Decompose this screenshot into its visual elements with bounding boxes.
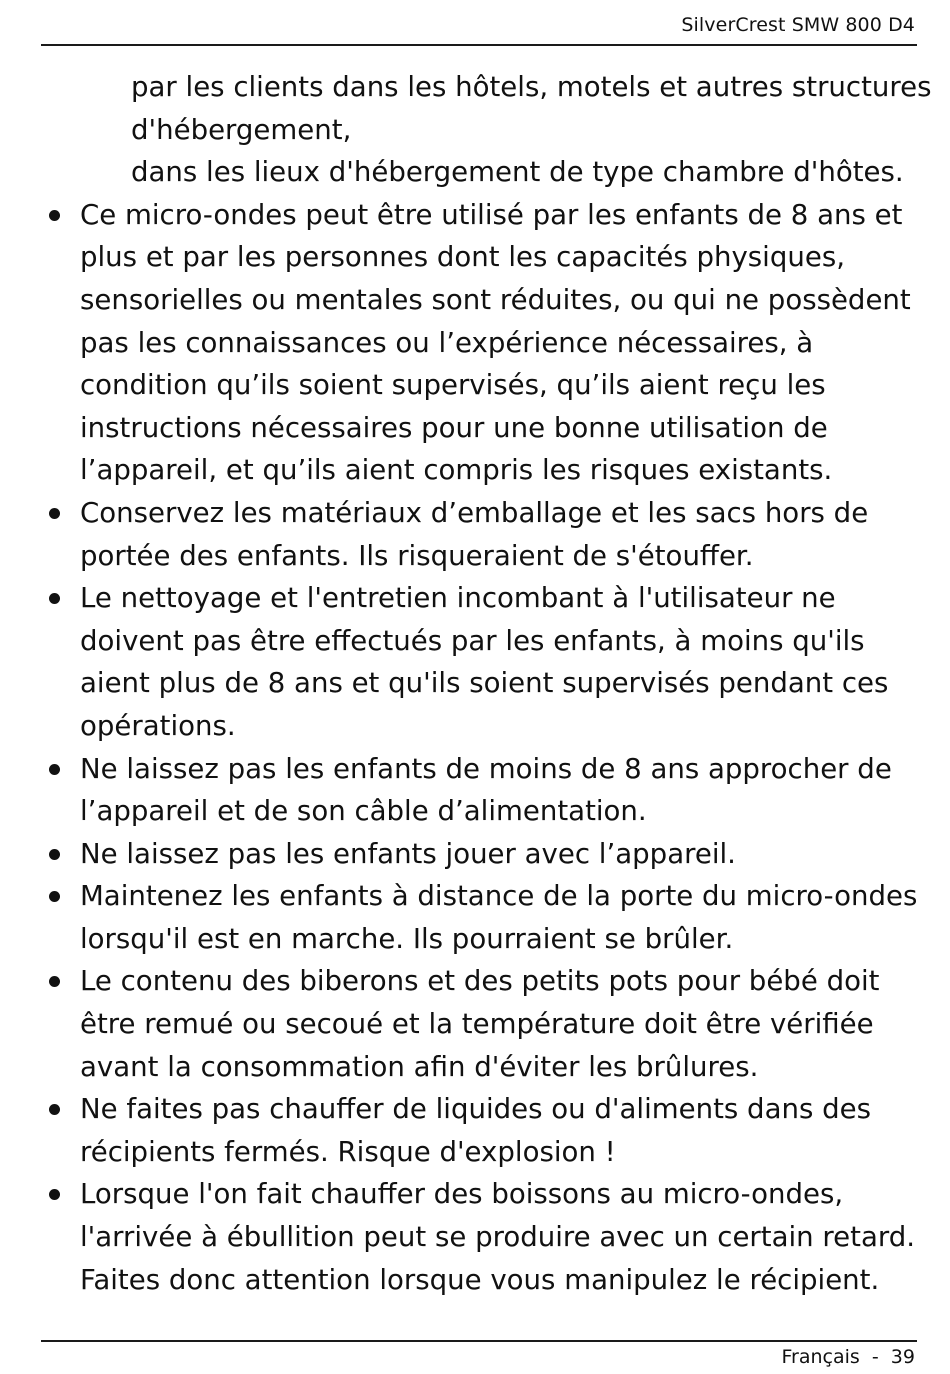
bullet-text: Ce micro-ondes peut être utilisé par les enfants de 8 ans et plus et par les personnes dont les capacités physiques, sensorielles ou mentales sont réduites, ou qui ne possèdent pas les connaissances ou l’expérience nécessaires, à condition qu’ils soient supervisés, qu’ils aient reçu les instructions nécessaires pour une bonne utilisation de l’appareil, et qu’ils aient compris les risques existants. — [80, 197, 911, 487]
header-title: SilverCrest SMW 800 D4 — [681, 14, 915, 36]
bullet-item — [42, 577, 922, 747]
bullet-icon — [49, 976, 60, 987]
bullet-item — [42, 875, 922, 960]
bullet-text: Le contenu des biberons et des petits pots pour bébé doit être remué ou secoué et la température doit être vérifiée avant la consommation afin d'éviter les brûlures. — [80, 964, 880, 1083]
bullet-text: Ne laissez pas les enfants de moins de 8 ans approcher de l’appareil et de son câble d’alimentation. — [80, 751, 892, 828]
bullet-text: Le nettoyage et l'entretien incombant à l'utilisateur ne doivent pas être effectués par les enfants, à moins qu'ils aient plus de 8 ans et qu'ils soient supervisés pendant ces opérations. — [80, 581, 889, 742]
bullet-icon — [49, 1189, 60, 1200]
bullet-text: Ne faites pas chauffer de liquides ou d'aliments dans des récipients fermés. Risque d'explosion ! — [80, 1092, 871, 1168]
bullet-icon — [49, 593, 60, 604]
page-content — [42, 66, 932, 1301]
bullet-text: Ne laissez pas les enfants jouer avec l’appareil. — [80, 836, 736, 870]
header-divider — [41, 44, 917, 46]
continuation-line: d'hébergement, — [131, 112, 352, 146]
bullet-icon — [49, 210, 60, 221]
bullet-icon — [49, 508, 60, 519]
continuation-line: dans les lieux d'hébergement de type chambre d'hôtes. — [131, 155, 904, 189]
bullet-text: Lorsque l'on fait chauffer des boissons au micro-ondes, l'arrivée à ébullition peut se produire avec un certain retard. Faites donc attention lorsque vous manipulez le récipient. — [80, 1177, 916, 1296]
bullet-icon — [49, 849, 60, 860]
bullet-item — [42, 1173, 922, 1301]
bullet-text: Maintenez les enfants à distance de la porte du micro-ondes lorsqu'il est en marche. Ils pourraient se brûler. — [80, 879, 918, 955]
bullet-item — [42, 833, 922, 876]
page-number: Français - 39 — [781, 1346, 915, 1368]
bullet-icon — [49, 891, 60, 902]
bullet-item — [42, 748, 922, 833]
bullet-icon — [49, 1104, 60, 1115]
bullet-item — [42, 1088, 922, 1173]
continuation-line: par les clients dans les hôtels, motels et autres structures — [131, 70, 932, 103]
bullet-item — [42, 960, 922, 1088]
bullet-text: Conservez les matériaux d’emballage et les sacs hors de portée des enfants. Ils risqueraient de s'étouffer. — [80, 495, 869, 572]
bullet-icon — [49, 764, 60, 775]
bullet-item — [42, 492, 922, 577]
bullet-item — [42, 194, 922, 492]
footer-divider — [41, 1340, 917, 1342]
